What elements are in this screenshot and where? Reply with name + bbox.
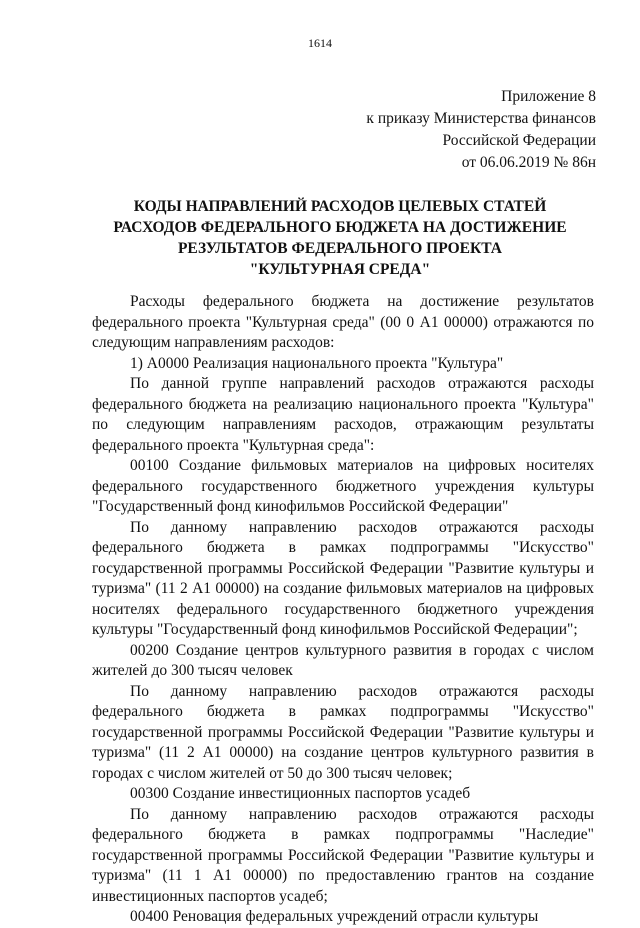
title-line-1: КОДЫ НАПРАВЛЕНИЙ РАСХОДОВ ЦЕЛЕВЫХ СТАТЕЙ xyxy=(133,198,547,215)
code-00200-heading: 00200 Создание центров культурного развития в городах с числом жителей до 300 тысяч человек xyxy=(92,641,594,679)
appendix-order-reference: к приказу Министерства финансов xyxy=(366,110,596,127)
code-00100-description: По данному направлению расходов отражаются расходы федерального бюджета в рамках подпрограммы "Искусство" государственной программы Российской Федерации "Развитие культуры и туризма" (11 2 А1 00000) на создание фильмовых материалов на цифровых носителях федерального государственного бюджетного учреждения культуры "Государственный фонд кинофильмов Российской Федерации"; xyxy=(92,518,594,638)
document-body xyxy=(92,292,594,928)
appendix-number: Приложение 8 xyxy=(501,88,596,105)
intro-paragraph: Расходы федерального бюджета на достижение результатов федерального проекта "Культурная среда" (00 0 А1 00000) отражаются по следующим направлениям расходов: xyxy=(92,293,594,351)
appendix-authority: Российской Федерации xyxy=(442,132,596,149)
section-description: По данной группе направлений расходов отражаются расходы федерального бюджета на реализацию национального проекта "Культура" по следующим направлениям расходов, отражающим результаты федерального проекта "Культурная среда": xyxy=(92,375,594,454)
document-title xyxy=(60,196,620,280)
title-line-3: РЕЗУЛЬТАТОВ ФЕДЕРАЛЬНОГО ПРОЕКТА xyxy=(177,240,503,257)
code-00100-heading: 00100 Создание фильмовых материалов на цифровых носителях федерального государственного бюджетного учреждения культуры "Государственный фонд кинофильмов Российской Федерации" xyxy=(92,457,594,515)
code-00300-description: По данному направлению расходов отражаются расходы федерального бюджета в рамках подпрограммы "Наследие" государственной программы Российской Федерации "Развитие культуры и туризма" (11 1 А1 00000) по предоставлению грантов на создание инвестиционных паспортов усадеб; xyxy=(92,805,594,905)
appendix-header xyxy=(366,86,596,174)
title-line-4: "КУЛЬТУРНАЯ СРЕДА" xyxy=(249,261,431,278)
code-00400-heading: 00400 Реновация федеральных учреждений отрасли культуры xyxy=(130,908,539,925)
title-line-2: РАСХОДОВ ФЕДЕРАЛЬНОГО БЮДЖЕТА НА ДОСТИЖЕНИЕ xyxy=(113,219,567,236)
section-heading-a0000: 1) А0000 Реализация национального проекта "Культура" xyxy=(130,354,504,372)
code-00300-heading: 00300 Создание инвестиционных паспортов усадеб xyxy=(130,785,471,802)
page-number: 1614 xyxy=(308,36,332,50)
code-00200-description: По данному направлению расходов отражаются расходы федерального бюджета в рамках подпрограммы "Искусство" государственной программы Российской Федерации "Развитие культуры и туризма" (11 2 А1 00000) на создание центров культурного развития в городах с числом жителей от 50 до 300 тысяч человек; xyxy=(92,682,594,782)
appendix-date-number: от 06.06.2019 № 86н xyxy=(461,154,596,171)
